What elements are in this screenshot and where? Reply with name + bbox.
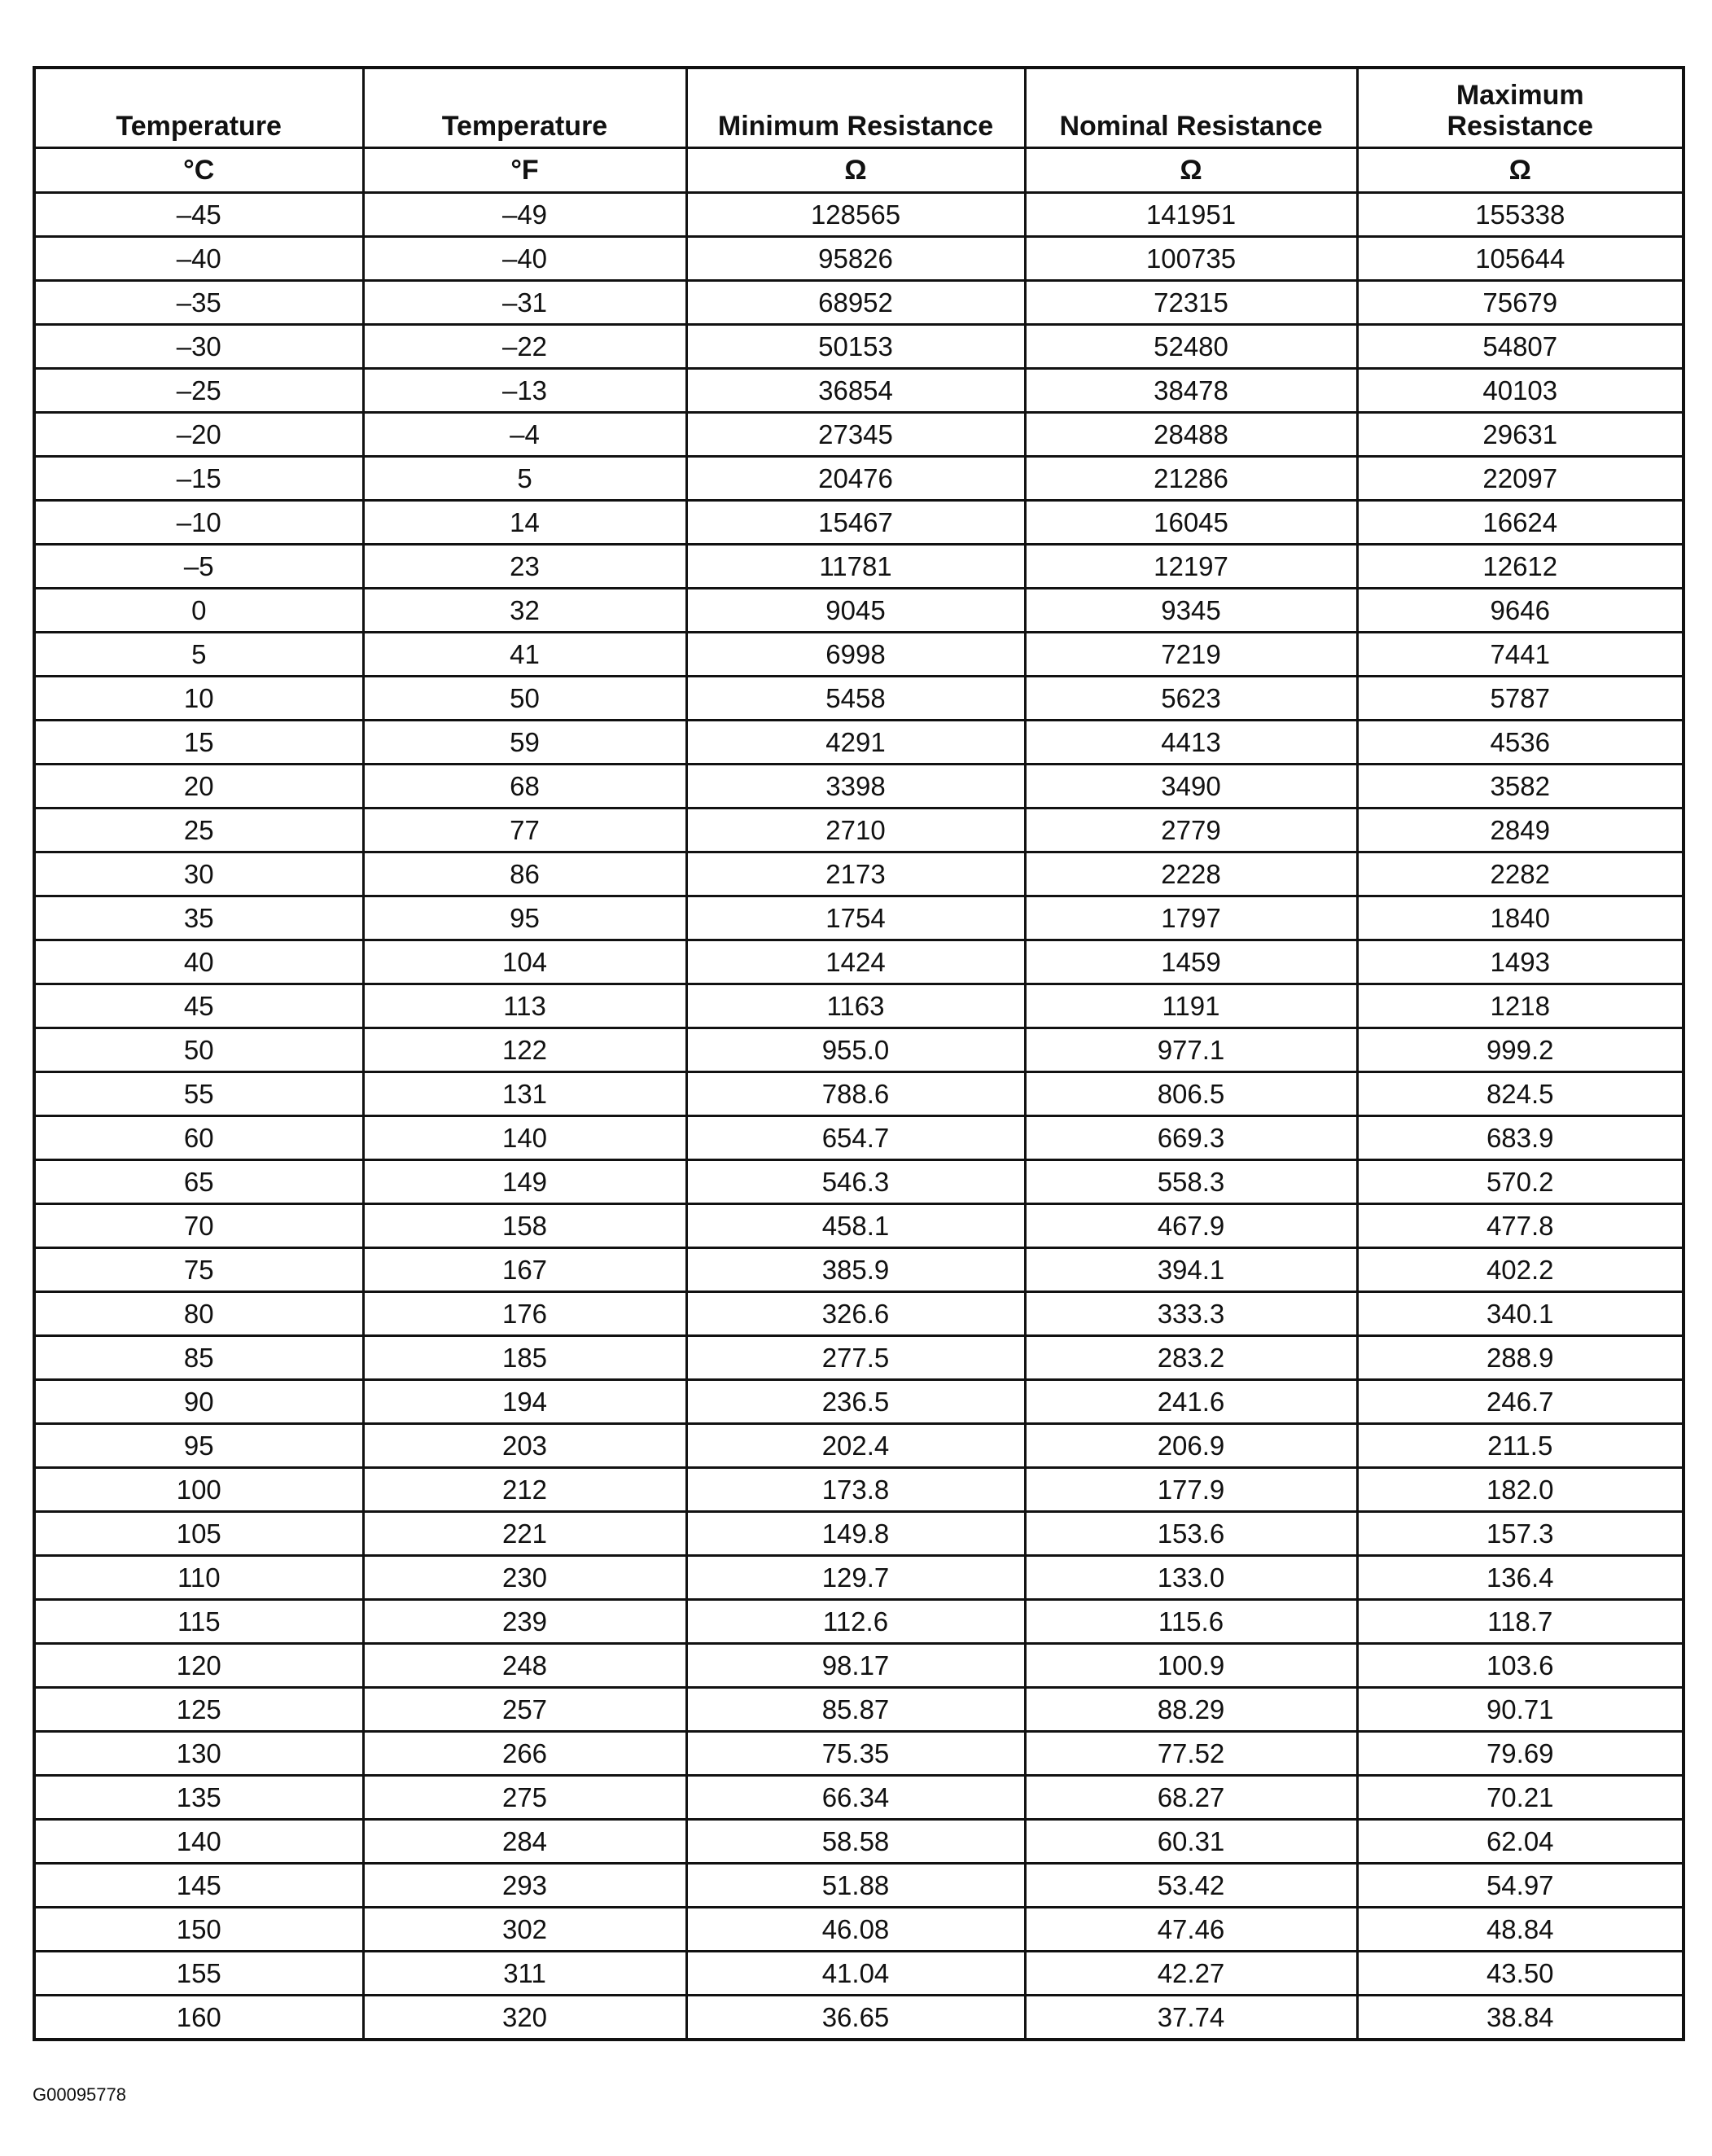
nominal-resistance-cell: 241.6 [1025, 1380, 1357, 1424]
max-resistance-cell: 288.9 [1357, 1336, 1684, 1380]
max-resistance-cell: 54.97 [1357, 1864, 1684, 1908]
max-resistance-cell: 22097 [1357, 457, 1684, 501]
max-resistance-cell: 1493 [1357, 940, 1684, 984]
nominal-resistance-cell: 9345 [1025, 589, 1357, 633]
table-row [34, 1600, 1684, 1644]
fahrenheit-cell: 185 [363, 1336, 686, 1380]
celsius-cell: 40 [34, 940, 363, 984]
min-resistance-cell: 9045 [686, 589, 1025, 633]
fahrenheit-cell: 23 [363, 545, 686, 589]
max-resistance-cell: 211.5 [1357, 1424, 1684, 1468]
celsius-cell: 100 [34, 1468, 363, 1512]
nominal-resistance-cell: 283.2 [1025, 1336, 1357, 1380]
nominal-resistance-cell: 53.42 [1025, 1864, 1357, 1908]
max-resistance-cell: 477.8 [1357, 1204, 1684, 1248]
max-resistance-cell: 29631 [1357, 413, 1684, 457]
min-resistance-cell: 98.17 [686, 1644, 1025, 1688]
fahrenheit-cell: 212 [363, 1468, 686, 1512]
fahrenheit-cell: 86 [363, 852, 686, 896]
header-row [34, 68, 1684, 148]
celsius-cell: 25 [34, 808, 363, 852]
nominal-resistance-cell: 558.3 [1025, 1160, 1357, 1204]
unit-ohm-max: Ω [1357, 148, 1684, 193]
celsius-cell: 55 [34, 1072, 363, 1116]
max-resistance-cell: 79.69 [1357, 1732, 1684, 1776]
fahrenheit-cell: –4 [363, 413, 686, 457]
resistance-table [33, 66, 1685, 2041]
figure-id: G00095778 [33, 2084, 126, 2105]
fahrenheit-cell: 194 [363, 1380, 686, 1424]
celsius-cell: 30 [34, 852, 363, 896]
table-row [34, 193, 1684, 237]
nominal-resistance-cell: 60.31 [1025, 1820, 1357, 1864]
max-resistance-cell: 155338 [1357, 193, 1684, 237]
min-resistance-cell: 15467 [686, 501, 1025, 545]
min-resistance-cell: 546.3 [686, 1160, 1025, 1204]
min-resistance-cell: 66.34 [686, 1776, 1025, 1820]
min-resistance-cell: 68952 [686, 281, 1025, 325]
celsius-cell: –25 [34, 369, 363, 413]
min-resistance-cell: 236.5 [686, 1380, 1025, 1424]
max-resistance-cell: 4536 [1357, 721, 1684, 765]
nominal-resistance-cell: 1191 [1025, 984, 1357, 1028]
table-row [34, 1512, 1684, 1556]
max-resistance-cell: 90.71 [1357, 1688, 1684, 1732]
nominal-resistance-cell: 467.9 [1025, 1204, 1357, 1248]
min-resistance-cell: 4291 [686, 721, 1025, 765]
min-resistance-cell: 458.1 [686, 1204, 1025, 1248]
min-resistance-cell: 2710 [686, 808, 1025, 852]
celsius-cell: 95 [34, 1424, 363, 1468]
max-resistance-cell: 2849 [1357, 808, 1684, 852]
fahrenheit-cell: 131 [363, 1072, 686, 1116]
fahrenheit-cell: 50 [363, 677, 686, 721]
celsius-cell: 80 [34, 1292, 363, 1336]
min-resistance-cell: 11781 [686, 545, 1025, 589]
max-resistance-cell: 5787 [1357, 677, 1684, 721]
max-resistance-cell: 2282 [1357, 852, 1684, 896]
table-row [34, 1776, 1684, 1820]
table-row [34, 1952, 1684, 1996]
fahrenheit-cell: 32 [363, 589, 686, 633]
fahrenheit-cell: 257 [363, 1688, 686, 1732]
fahrenheit-cell: 59 [363, 721, 686, 765]
max-resistance-cell: 999.2 [1357, 1028, 1684, 1072]
celsius-cell: 10 [34, 677, 363, 721]
table-row [34, 1468, 1684, 1512]
fahrenheit-cell: 41 [363, 633, 686, 677]
fahrenheit-cell: 302 [363, 1908, 686, 1952]
nominal-resistance-cell: 394.1 [1025, 1248, 1357, 1292]
table-row [34, 325, 1684, 369]
unit-fahrenheit: °F [363, 148, 686, 193]
table-row [34, 281, 1684, 325]
min-resistance-cell: 36.65 [686, 1996, 1025, 2040]
nominal-resistance-cell: 1797 [1025, 896, 1357, 940]
header-temperature-c: Temperature [34, 68, 363, 148]
min-resistance-cell: 129.7 [686, 1556, 1025, 1600]
max-resistance-cell: 9646 [1357, 589, 1684, 633]
table-row [34, 765, 1684, 808]
table-row [34, 413, 1684, 457]
nominal-resistance-cell: 977.1 [1025, 1028, 1357, 1072]
nominal-resistance-cell: 47.46 [1025, 1908, 1357, 1952]
nominal-resistance-cell: 21286 [1025, 457, 1357, 501]
fahrenheit-cell: 293 [363, 1864, 686, 1908]
table-row [34, 457, 1684, 501]
celsius-cell: 110 [34, 1556, 363, 1600]
celsius-cell: –45 [34, 193, 363, 237]
nominal-resistance-cell: 669.3 [1025, 1116, 1357, 1160]
nominal-resistance-cell: 42.27 [1025, 1952, 1357, 1996]
min-resistance-cell: 5458 [686, 677, 1025, 721]
celsius-cell: 45 [34, 984, 363, 1028]
fahrenheit-cell: –13 [363, 369, 686, 413]
fahrenheit-cell: 311 [363, 1952, 686, 1996]
fahrenheit-cell: 5 [363, 457, 686, 501]
table-row [34, 1644, 1684, 1688]
min-resistance-cell: 1163 [686, 984, 1025, 1028]
nominal-resistance-cell: 1459 [1025, 940, 1357, 984]
header-maximum-resistance: Maximum Resistance [1357, 68, 1684, 148]
celsius-cell: 120 [34, 1644, 363, 1688]
max-resistance-cell: 54807 [1357, 325, 1684, 369]
nominal-resistance-cell: 52480 [1025, 325, 1357, 369]
table-row [34, 633, 1684, 677]
nominal-resistance-cell: 141951 [1025, 193, 1357, 237]
header-temperature-f: Temperature [363, 68, 686, 148]
table-row [34, 545, 1684, 589]
celsius-cell: 60 [34, 1116, 363, 1160]
celsius-cell: 0 [34, 589, 363, 633]
celsius-cell: 85 [34, 1336, 363, 1380]
max-resistance-cell: 48.84 [1357, 1908, 1684, 1952]
fahrenheit-cell: 77 [363, 808, 686, 852]
celsius-cell: 65 [34, 1160, 363, 1204]
nominal-resistance-cell: 12197 [1025, 545, 1357, 589]
table-row [34, 940, 1684, 984]
table-row [34, 1204, 1684, 1248]
nominal-resistance-cell: 153.6 [1025, 1512, 1357, 1556]
min-resistance-cell: 46.08 [686, 1908, 1025, 1952]
min-resistance-cell: 277.5 [686, 1336, 1025, 1380]
fahrenheit-cell: 275 [363, 1776, 686, 1820]
fahrenheit-cell: 158 [363, 1204, 686, 1248]
celsius-cell: 50 [34, 1028, 363, 1072]
header-minimum-resistance: Minimum Resistance [686, 68, 1025, 148]
table-row [34, 1908, 1684, 1952]
nominal-resistance-cell: 37.74 [1025, 1996, 1357, 2040]
max-resistance-cell: 103.6 [1357, 1644, 1684, 1688]
celsius-cell: 145 [34, 1864, 363, 1908]
table-row [34, 1732, 1684, 1776]
table-row [34, 808, 1684, 852]
table-row [34, 369, 1684, 413]
max-resistance-cell: 7441 [1357, 633, 1684, 677]
nominal-resistance-cell: 2228 [1025, 852, 1357, 896]
fahrenheit-cell: 221 [363, 1512, 686, 1556]
min-resistance-cell: 1424 [686, 940, 1025, 984]
nominal-resistance-cell: 77.52 [1025, 1732, 1357, 1776]
min-resistance-cell: 50153 [686, 325, 1025, 369]
nominal-resistance-cell: 5623 [1025, 677, 1357, 721]
table-row [34, 1292, 1684, 1336]
max-resistance-cell: 246.7 [1357, 1380, 1684, 1424]
max-resistance-cell: 70.21 [1357, 1776, 1684, 1820]
min-resistance-cell: 149.8 [686, 1512, 1025, 1556]
nominal-resistance-cell: 100735 [1025, 237, 1357, 281]
nominal-resistance-cell: 68.27 [1025, 1776, 1357, 1820]
table-row [34, 677, 1684, 721]
nominal-resistance-cell: 28488 [1025, 413, 1357, 457]
celsius-cell: –10 [34, 501, 363, 545]
celsius-cell: –20 [34, 413, 363, 457]
min-resistance-cell: 202.4 [686, 1424, 1025, 1468]
unit-ohm-nominal: Ω [1025, 148, 1357, 193]
max-resistance-cell: 402.2 [1357, 1248, 1684, 1292]
nominal-resistance-cell: 7219 [1025, 633, 1357, 677]
min-resistance-cell: 6998 [686, 633, 1025, 677]
min-resistance-cell: 326.6 [686, 1292, 1025, 1336]
nominal-resistance-cell: 206.9 [1025, 1424, 1357, 1468]
max-resistance-cell: 62.04 [1357, 1820, 1684, 1864]
table-row [34, 721, 1684, 765]
fahrenheit-cell: 320 [363, 1996, 686, 2040]
min-resistance-cell: 51.88 [686, 1864, 1025, 1908]
unit-ohm-min: Ω [686, 148, 1025, 193]
max-resistance-cell: 1218 [1357, 984, 1684, 1028]
table-body [34, 193, 1684, 2040]
fahrenheit-cell: 95 [363, 896, 686, 940]
max-resistance-cell: 38.84 [1357, 1996, 1684, 2040]
celsius-cell: 115 [34, 1600, 363, 1644]
celsius-cell: –35 [34, 281, 363, 325]
max-resistance-cell: 157.3 [1357, 1512, 1684, 1556]
max-resistance-cell: 182.0 [1357, 1468, 1684, 1512]
fahrenheit-cell: 284 [363, 1820, 686, 1864]
fahrenheit-cell: –49 [363, 193, 686, 237]
max-resistance-cell: 40103 [1357, 369, 1684, 413]
celsius-cell: 125 [34, 1688, 363, 1732]
min-resistance-cell: 75.35 [686, 1732, 1025, 1776]
min-resistance-cell: 788.6 [686, 1072, 1025, 1116]
nominal-resistance-cell: 100.9 [1025, 1644, 1357, 1688]
units-row [34, 148, 1684, 193]
max-resistance-cell: 43.50 [1357, 1952, 1684, 1996]
celsius-cell: –40 [34, 237, 363, 281]
min-resistance-cell: 2173 [686, 852, 1025, 896]
nominal-resistance-cell: 2779 [1025, 808, 1357, 852]
celsius-cell: 5 [34, 633, 363, 677]
table-row [34, 1424, 1684, 1468]
fahrenheit-cell: 176 [363, 1292, 686, 1336]
fahrenheit-cell: 140 [363, 1116, 686, 1160]
celsius-cell: 90 [34, 1380, 363, 1424]
fahrenheit-cell: 113 [363, 984, 686, 1028]
max-resistance-cell: 3582 [1357, 765, 1684, 808]
nominal-resistance-cell: 806.5 [1025, 1072, 1357, 1116]
fahrenheit-cell: 68 [363, 765, 686, 808]
fahrenheit-cell: –40 [363, 237, 686, 281]
celsius-cell: 70 [34, 1204, 363, 1248]
celsius-cell: 160 [34, 1996, 363, 2040]
max-resistance-cell: 570.2 [1357, 1160, 1684, 1204]
min-resistance-cell: 173.8 [686, 1468, 1025, 1512]
min-resistance-cell: 58.58 [686, 1820, 1025, 1864]
table-row [34, 1072, 1684, 1116]
table-row [34, 501, 1684, 545]
celsius-cell: 140 [34, 1820, 363, 1864]
celsius-cell: 75 [34, 1248, 363, 1292]
fahrenheit-cell: 167 [363, 1248, 686, 1292]
nominal-resistance-cell: 4413 [1025, 721, 1357, 765]
table-row [34, 589, 1684, 633]
nominal-resistance-cell: 38478 [1025, 369, 1357, 413]
nominal-resistance-cell: 16045 [1025, 501, 1357, 545]
table-row [34, 1864, 1684, 1908]
max-resistance-cell: 16624 [1357, 501, 1684, 545]
celsius-cell: –15 [34, 457, 363, 501]
fahrenheit-cell: 122 [363, 1028, 686, 1072]
celsius-cell: 130 [34, 1732, 363, 1776]
table-row [34, 1336, 1684, 1380]
table-row [34, 852, 1684, 896]
header-nominal-resistance: Nominal Resistance [1025, 68, 1357, 148]
nominal-resistance-cell: 88.29 [1025, 1688, 1357, 1732]
min-resistance-cell: 128565 [686, 193, 1025, 237]
min-resistance-cell: 20476 [686, 457, 1025, 501]
table-row [34, 1028, 1684, 1072]
celsius-cell: 35 [34, 896, 363, 940]
min-resistance-cell: 95826 [686, 237, 1025, 281]
celsius-cell: 155 [34, 1952, 363, 1996]
nominal-resistance-cell: 3490 [1025, 765, 1357, 808]
max-resistance-cell: 683.9 [1357, 1116, 1684, 1160]
table-row [34, 896, 1684, 940]
table-row [34, 1820, 1684, 1864]
celsius-cell: –5 [34, 545, 363, 589]
nominal-resistance-cell: 72315 [1025, 281, 1357, 325]
table-row [34, 1116, 1684, 1160]
min-resistance-cell: 1754 [686, 896, 1025, 940]
table-row [34, 1380, 1684, 1424]
max-resistance-cell: 105644 [1357, 237, 1684, 281]
nominal-resistance-cell: 133.0 [1025, 1556, 1357, 1600]
table-row [34, 1248, 1684, 1292]
table-row [34, 1160, 1684, 1204]
fahrenheit-cell: 149 [363, 1160, 686, 1204]
min-resistance-cell: 385.9 [686, 1248, 1025, 1292]
max-resistance-cell: 824.5 [1357, 1072, 1684, 1116]
min-resistance-cell: 3398 [686, 765, 1025, 808]
min-resistance-cell: 112.6 [686, 1600, 1025, 1644]
celsius-cell: 20 [34, 765, 363, 808]
min-resistance-cell: 955.0 [686, 1028, 1025, 1072]
celsius-cell: 105 [34, 1512, 363, 1556]
max-resistance-cell: 12612 [1357, 545, 1684, 589]
min-resistance-cell: 654.7 [686, 1116, 1025, 1160]
celsius-cell: –30 [34, 325, 363, 369]
table-row [34, 1556, 1684, 1600]
fahrenheit-cell: 248 [363, 1644, 686, 1688]
min-resistance-cell: 27345 [686, 413, 1025, 457]
fahrenheit-cell: 14 [363, 501, 686, 545]
unit-celsius: °C [34, 148, 363, 193]
min-resistance-cell: 41.04 [686, 1952, 1025, 1996]
fahrenheit-cell: 239 [363, 1600, 686, 1644]
nominal-resistance-cell: 333.3 [1025, 1292, 1357, 1336]
table-row [34, 1996, 1684, 2040]
table-row [34, 1688, 1684, 1732]
min-resistance-cell: 36854 [686, 369, 1025, 413]
max-resistance-cell: 75679 [1357, 281, 1684, 325]
celsius-cell: 15 [34, 721, 363, 765]
celsius-cell: 135 [34, 1776, 363, 1820]
fahrenheit-cell: –31 [363, 281, 686, 325]
table-row [34, 984, 1684, 1028]
fahrenheit-cell: 203 [363, 1424, 686, 1468]
nominal-resistance-cell: 177.9 [1025, 1468, 1357, 1512]
max-resistance-cell: 1840 [1357, 896, 1684, 940]
fahrenheit-cell: 230 [363, 1556, 686, 1600]
fahrenheit-cell: 104 [363, 940, 686, 984]
max-resistance-cell: 118.7 [1357, 1600, 1684, 1644]
min-resistance-cell: 85.87 [686, 1688, 1025, 1732]
max-resistance-cell: 136.4 [1357, 1556, 1684, 1600]
max-resistance-cell: 340.1 [1357, 1292, 1684, 1336]
celsius-cell: 150 [34, 1908, 363, 1952]
nominal-resistance-cell: 115.6 [1025, 1600, 1357, 1644]
fahrenheit-cell: –22 [363, 325, 686, 369]
fahrenheit-cell: 266 [363, 1732, 686, 1776]
table-row [34, 237, 1684, 281]
